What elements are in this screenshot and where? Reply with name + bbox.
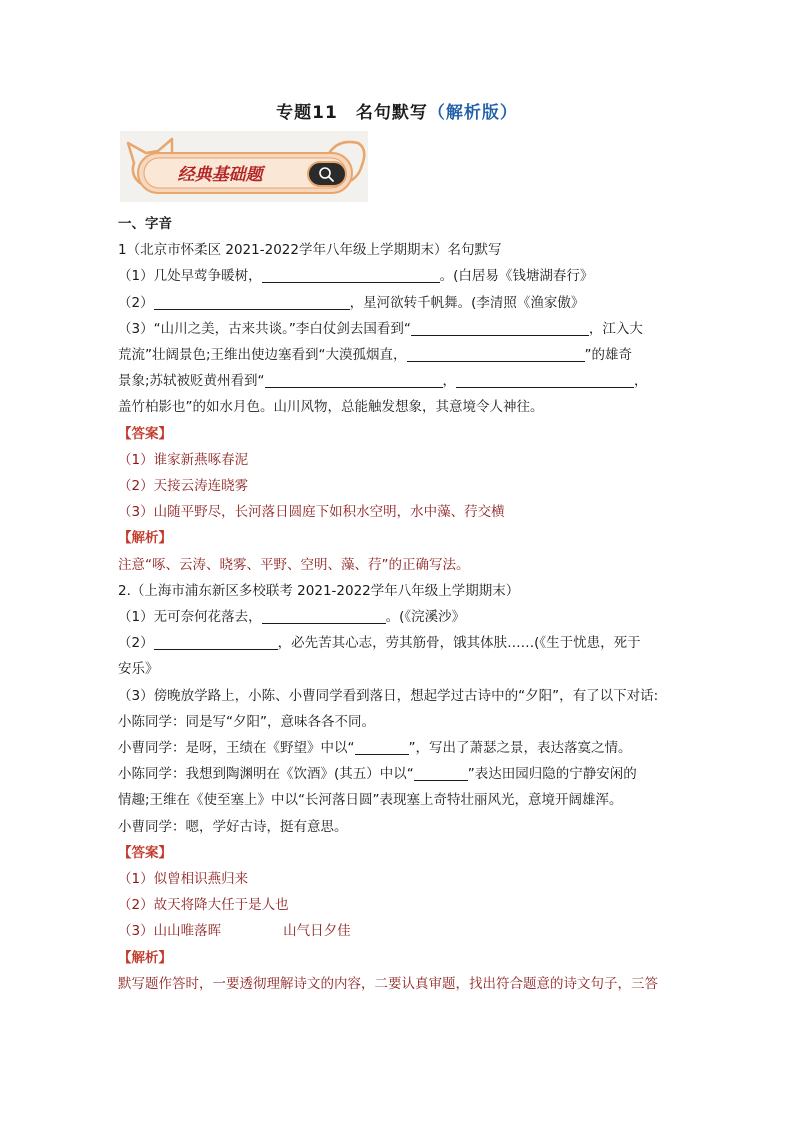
answer-blank bbox=[154, 293, 350, 310]
answer-blank bbox=[355, 738, 409, 755]
answer-blank bbox=[411, 319, 589, 336]
answer-blank bbox=[414, 764, 468, 781]
text-fragment: ”，写出了萧瑟之景，表达落寞之情。 bbox=[408, 740, 632, 757]
text-fragment: ”表达田园归隐的宁静安闲的 bbox=[467, 766, 637, 783]
q1-1-prompt: （1）几处早莺争暖树， bbox=[118, 268, 262, 285]
dialogue-line-1: 小陈同学：同是写“夕阳”，意味各各不同。 bbox=[118, 713, 375, 730]
q1-analysis: 注意“啄、云涛、晓雾、平野、空明、藻、荇”的正确写法。 bbox=[118, 556, 470, 573]
text-fragment: ，江入大 bbox=[588, 320, 643, 337]
q1-2-prompt: （2） bbox=[118, 294, 154, 311]
answer-label: 【答案】 bbox=[118, 425, 172, 442]
q1-answer-1: （1）谁家新燕啄春泥 bbox=[118, 451, 249, 468]
text-fragment: ， bbox=[442, 373, 457, 390]
q1-item-3-line-1 bbox=[118, 316, 684, 342]
q1-item-3-line-4: 盖竹柏影也”的如水月色。山川风物，总能触发想象，其意境令人神往。 bbox=[118, 399, 544, 416]
document-body bbox=[118, 211, 684, 997]
q1-item-2 bbox=[118, 290, 684, 316]
title-main: 专题11 名句默写 bbox=[276, 103, 428, 123]
q2-item-2-cont: 安乐》 bbox=[118, 661, 159, 678]
title-sub: （解析版） bbox=[427, 103, 518, 123]
analysis-label: 【解析】 bbox=[118, 949, 172, 966]
q2-item-1 bbox=[118, 604, 684, 630]
answer-blank bbox=[456, 371, 634, 388]
text-fragment: （3）“山川之美，古来共谈。”李白仗剑去国看到“ bbox=[118, 320, 411, 337]
banner-text: 经典基础题 bbox=[177, 165, 263, 185]
dialogue-line-4: 小曹同学：嗯，学好古诗，挺有意思。 bbox=[118, 818, 348, 835]
dialogue-line-3-cont: 情趣;王维在《使至塞上》中以“长河落日圆”表现塞上奇特壮丽风光，意境开阔雄浑。 bbox=[118, 792, 623, 809]
classic-basics-banner bbox=[120, 131, 368, 202]
q2-item-2 bbox=[118, 630, 684, 656]
q2-answer-3 bbox=[118, 918, 684, 944]
q1-answer-2: （2）天接云涛连晓雾 bbox=[118, 478, 249, 495]
q2-answer-2: （2）故天将降大任于是人也 bbox=[118, 897, 289, 914]
q2-analysis: 默写题作答时，一要透彻理解诗文的内容，二要认真审题，找出符合题意的诗文句子，三答 bbox=[118, 975, 658, 992]
page-title bbox=[0, 98, 794, 123]
answer-blank bbox=[262, 266, 440, 283]
text-fragment: 小曹同学：是呀，王绩在《野望》中以“ bbox=[118, 740, 355, 757]
text-fragment: ， bbox=[634, 373, 648, 390]
q2-1-prompt: （1）无可奈何花落去， bbox=[118, 609, 262, 626]
answer-blank bbox=[265, 371, 443, 388]
q1-heading: 1（北京市怀柔区 2021-2022学年八年级上学期期末）名句默写 bbox=[118, 242, 502, 259]
answer-blank bbox=[407, 345, 585, 362]
q2-2-source: ，必先苦其心志，劳其筋骨，饿其体肤……(《生于忧患，死于 bbox=[277, 635, 641, 652]
q1-item-3-line-3 bbox=[118, 368, 684, 394]
text-fragment: 荒流”壮阔景色;王维出使边塞看到“大漠孤烟直， bbox=[118, 347, 407, 364]
section-heading: 一、字音 bbox=[118, 216, 172, 232]
dialogue-line-2 bbox=[118, 735, 684, 761]
analysis-label: 【解析】 bbox=[118, 530, 172, 547]
q2-answer-1: （1）似曾相识燕归来 bbox=[118, 871, 249, 888]
answer-blank bbox=[154, 633, 278, 650]
text-fragment: ”的雄奇 bbox=[584, 347, 633, 364]
q1-answer-3: （3）山随平野尽，长河落日圆庭下如积水空明，水中藻、荇交横 bbox=[118, 504, 505, 521]
answer-part: 山气日夕佳 bbox=[283, 923, 351, 940]
search-icon bbox=[308, 162, 346, 186]
answer-label: 【答案】 bbox=[118, 844, 172, 861]
q2-2-prompt: （2） bbox=[118, 635, 154, 652]
text-fragment: 小陈同学：我想到陶渊明在《饮酒》(其五）中以“ bbox=[118, 766, 414, 783]
dialogue-line-3 bbox=[118, 761, 684, 787]
text-fragment: 景象;苏轼被贬黄州看到“ bbox=[118, 373, 265, 390]
q2-1-source: 。(《浣溪沙》 bbox=[385, 609, 466, 626]
q1-1-source: 。(白居易《钱塘湖春行》 bbox=[439, 268, 594, 285]
q1-item-1 bbox=[118, 263, 684, 289]
answer-blank bbox=[262, 607, 386, 624]
answer-part: （3）山山唯落晖 bbox=[118, 923, 222, 940]
q1-2-source: ，星河欲转千帆舞。(李清照《渔家傲》 bbox=[349, 294, 585, 311]
q1-item-3-line-2 bbox=[118, 342, 684, 368]
q2-heading: 2.（上海市浦东新区多校联考 2021-2022学年八年级上学期期末） bbox=[118, 582, 520, 599]
q2-item-3: （3）傍晚放学路上，小陈、小曹同学看到落日，想起学过古诗中的“夕阳”，有了以下对话: bbox=[118, 687, 659, 704]
